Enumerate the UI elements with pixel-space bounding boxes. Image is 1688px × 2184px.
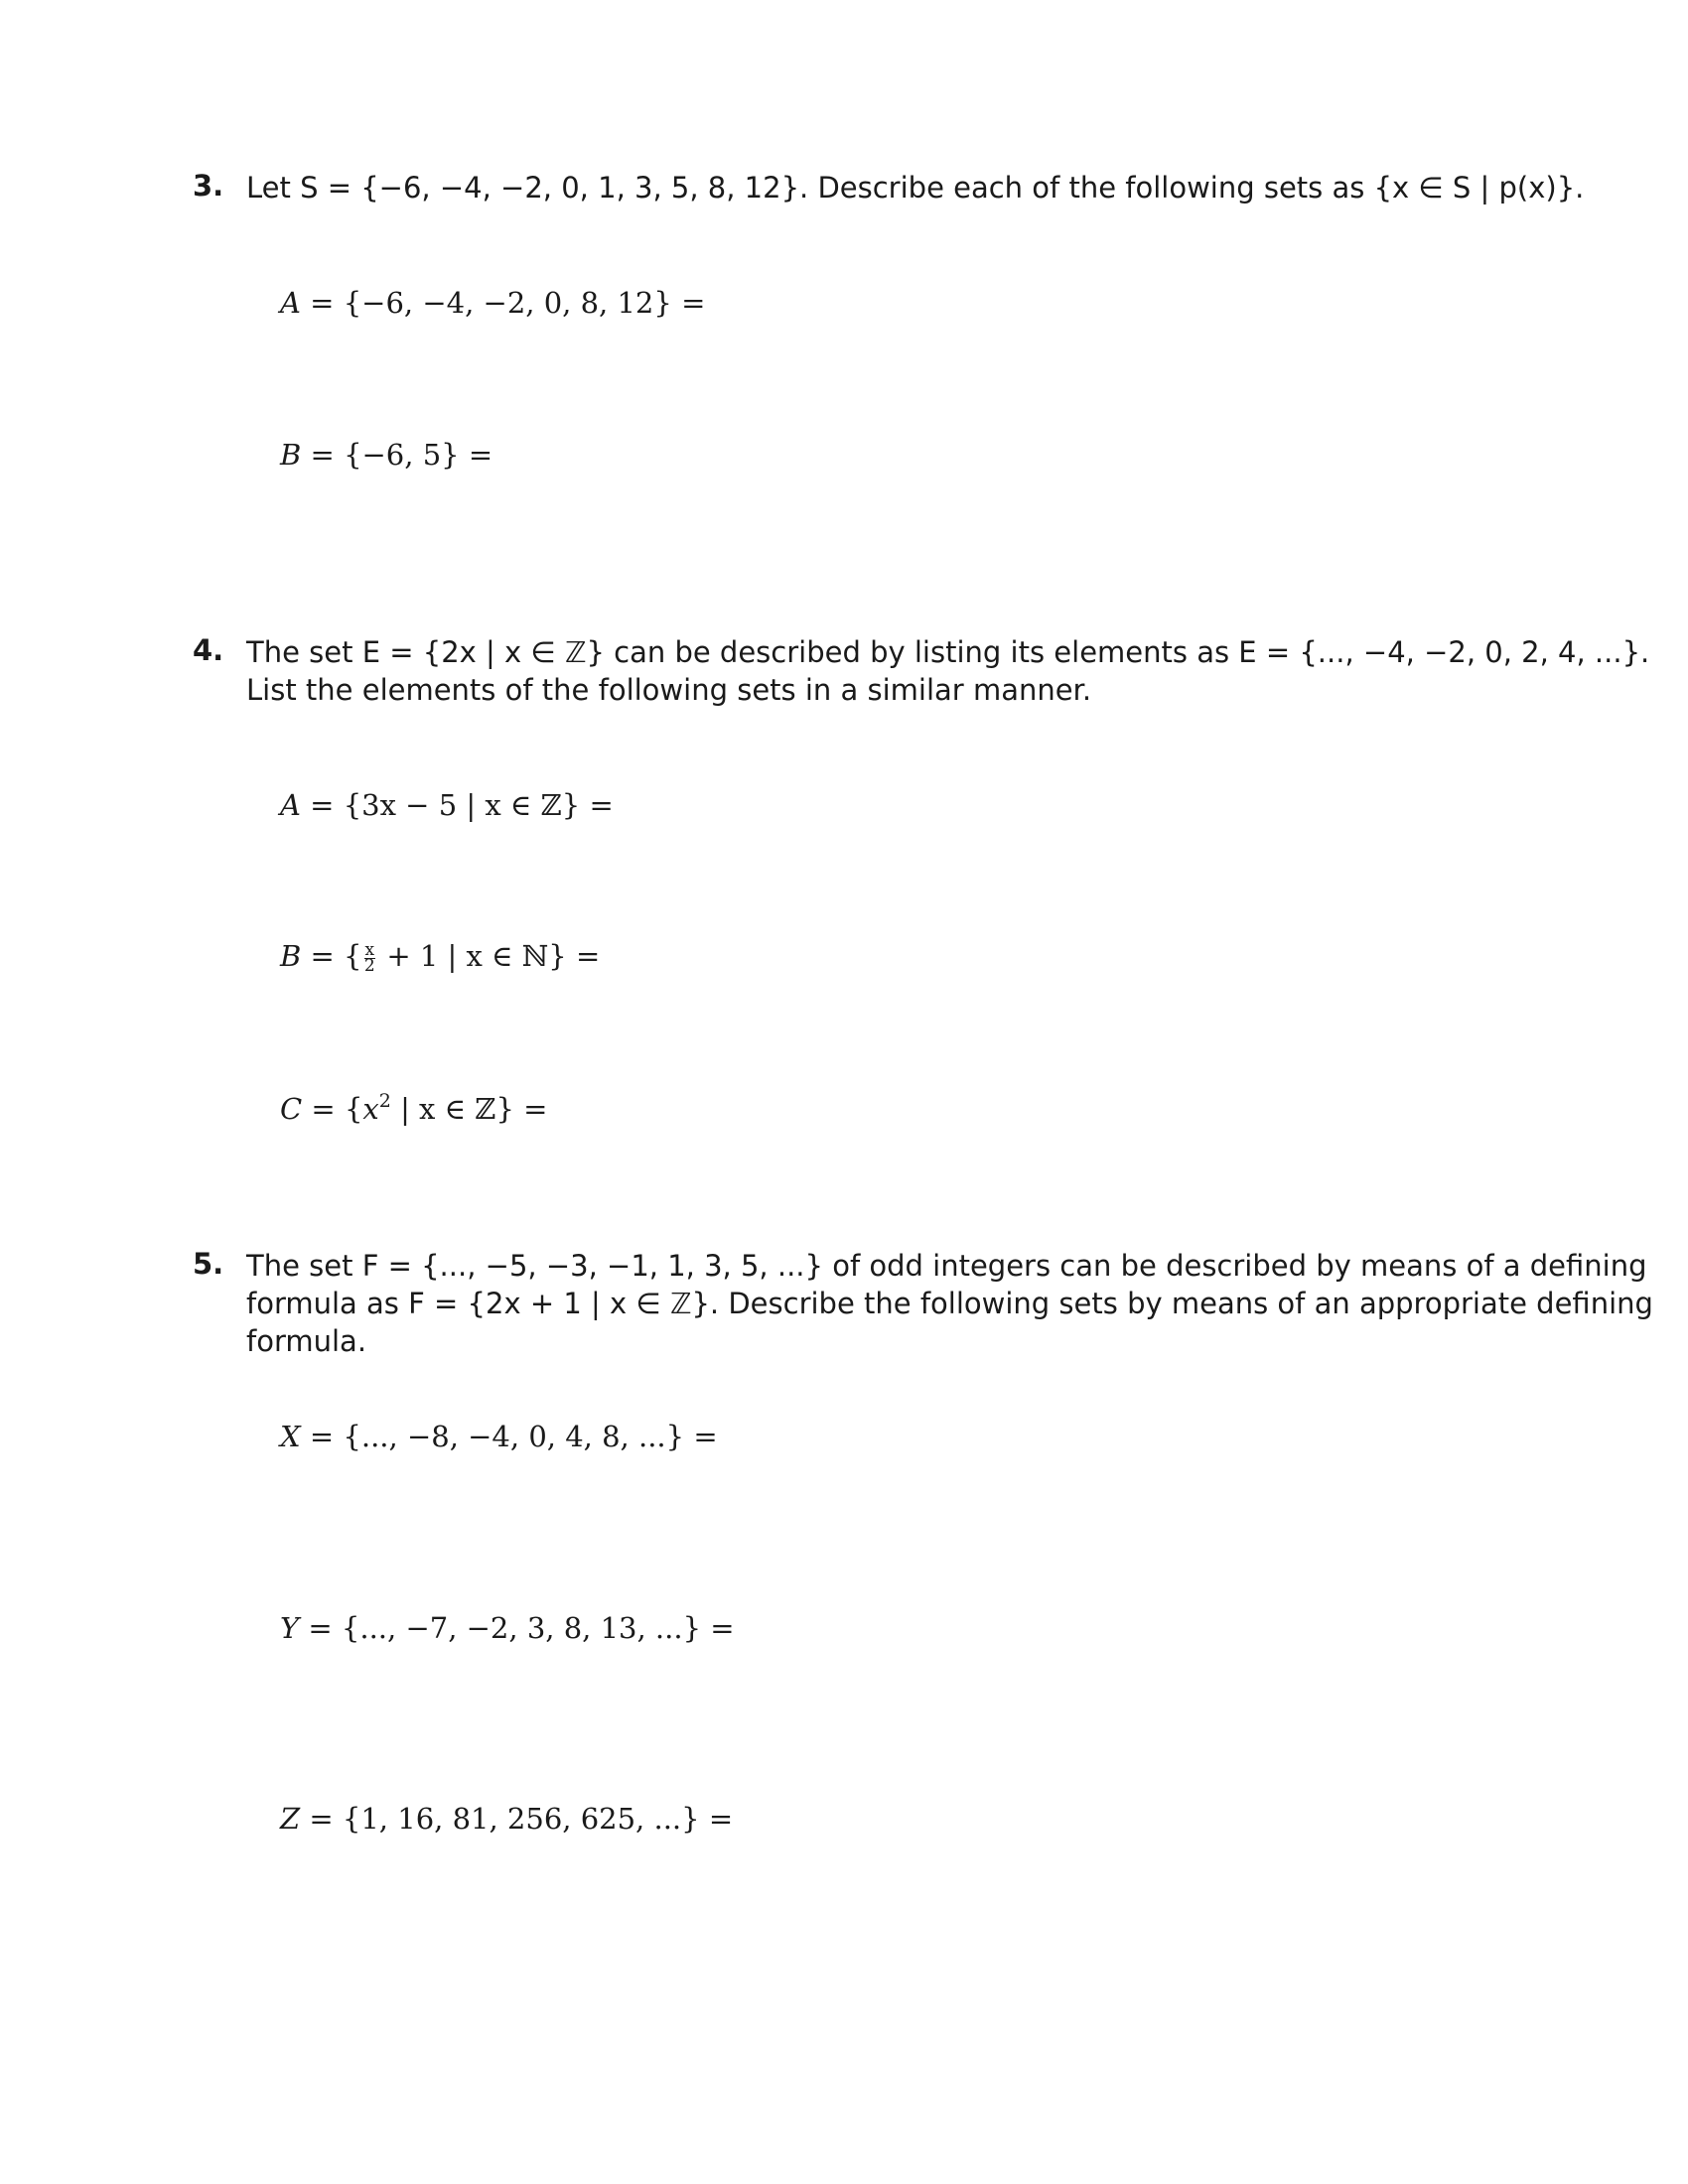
fraction-denominator: 2	[363, 955, 375, 976]
equals-sign: =	[681, 286, 706, 320]
set-expression: {−6, −4, −2, 0, 8, 12}	[343, 286, 672, 320]
set-C-listing: $C = \{x^2$ | x ∈ ℤ} =	[280, 1090, 548, 1126]
set-name: X	[280, 1420, 301, 1453]
set-Z-formula: Z = {1, 16, 81, 256, 625, ...} =	[280, 1802, 734, 1836]
problem-text-line: formula.	[246, 1324, 367, 1358]
set-expression: {−6, 5}	[344, 438, 460, 472]
exponent: 2	[378, 1090, 391, 1112]
equals-sign: =	[589, 788, 614, 822]
fraction-numerator: x	[364, 939, 375, 960]
set-expression: {1, 16, 81, 256, 625, ...}	[342, 1802, 700, 1836]
set-A-listing: A = {3x − 5 | x ∈ ℤ} =	[280, 788, 614, 822]
base: x	[362, 1092, 379, 1126]
problem-text-line: formula as F = {2x + 1 | x ∈ ℤ}. Describe the following sets by means of an appropriate defining	[246, 1287, 1653, 1320]
problem-text: Let S = {−6, −4, −2, 0, 1, 3, 5, 8, 12}. Describe each of the following sets as {x ∈ S | p(x)}.	[246, 171, 1585, 205]
set-expression: {..., −8, −4, 0, 4, 8, ...}	[343, 1420, 685, 1453]
set-name: A	[280, 788, 301, 822]
problem-statement	[246, 1247, 1653, 1360]
set-expression: {3x − 5 | x ∈ ℤ}	[343, 788, 581, 822]
set-B-description: B = {−6, 5} =	[280, 438, 493, 472]
set-B-listing: B = { $\frac{x}{2}$ + 1 | x ∈ ℕ} =	[280, 939, 601, 976]
problem-4	[193, 633, 1650, 709]
equals-sign: =	[710, 1611, 735, 1645]
set-name: Y	[280, 1611, 300, 1645]
problem-5	[193, 1247, 1653, 1360]
set-X-formula: X = {..., −8, −4, 0, 4, 8, ...} =	[280, 1420, 718, 1453]
set-name: B	[280, 939, 302, 973]
problem-text-line: List the elements of the following sets in a similar manner.	[246, 673, 1092, 707]
problem-statement	[246, 633, 1650, 709]
equals-sign: =	[575, 939, 601, 973]
equals-sign: =	[523, 1092, 548, 1126]
problem-number: 5.	[193, 1247, 224, 1281]
equals-sign: =	[708, 1802, 734, 1836]
set-name: Z	[280, 1802, 301, 1836]
problem-text-line: The set F = {..., −5, −3, −1, 1, 3, 5, ...} of odd integers can be described by means of a defining	[246, 1249, 1647, 1283]
set-expression: {..., −7, −2, 3, 8, 13, ...}	[341, 1611, 702, 1645]
set-expression: | x ∈ ℤ}	[400, 1092, 514, 1126]
problem-number: 4.	[193, 633, 224, 667]
problem-number: 3.	[193, 169, 224, 203]
problem-statement	[246, 169, 1585, 206]
set-A-description: A = {−6, −4, −2, 0, 8, 12} =	[280, 286, 706, 320]
set-name: A	[280, 286, 301, 320]
set-expression: + 1 | x ∈ ℕ}	[386, 939, 567, 973]
equals-sign: =	[693, 1420, 718, 1453]
equals-sign: =	[468, 438, 493, 472]
set-name: C	[280, 1092, 303, 1126]
problem-text-line: The set E = {2x | x ∈ ℤ} can be described by listing its elements as E = {..., −4, −2, 0, 2, 4, ...}.	[246, 635, 1650, 669]
problem-3	[193, 169, 1585, 206]
set-name: B	[280, 438, 302, 472]
set-Y-formula: Y = {..., −7, −2, 3, 8, 13, ...} =	[280, 1611, 735, 1645]
fraction	[363, 939, 376, 976]
